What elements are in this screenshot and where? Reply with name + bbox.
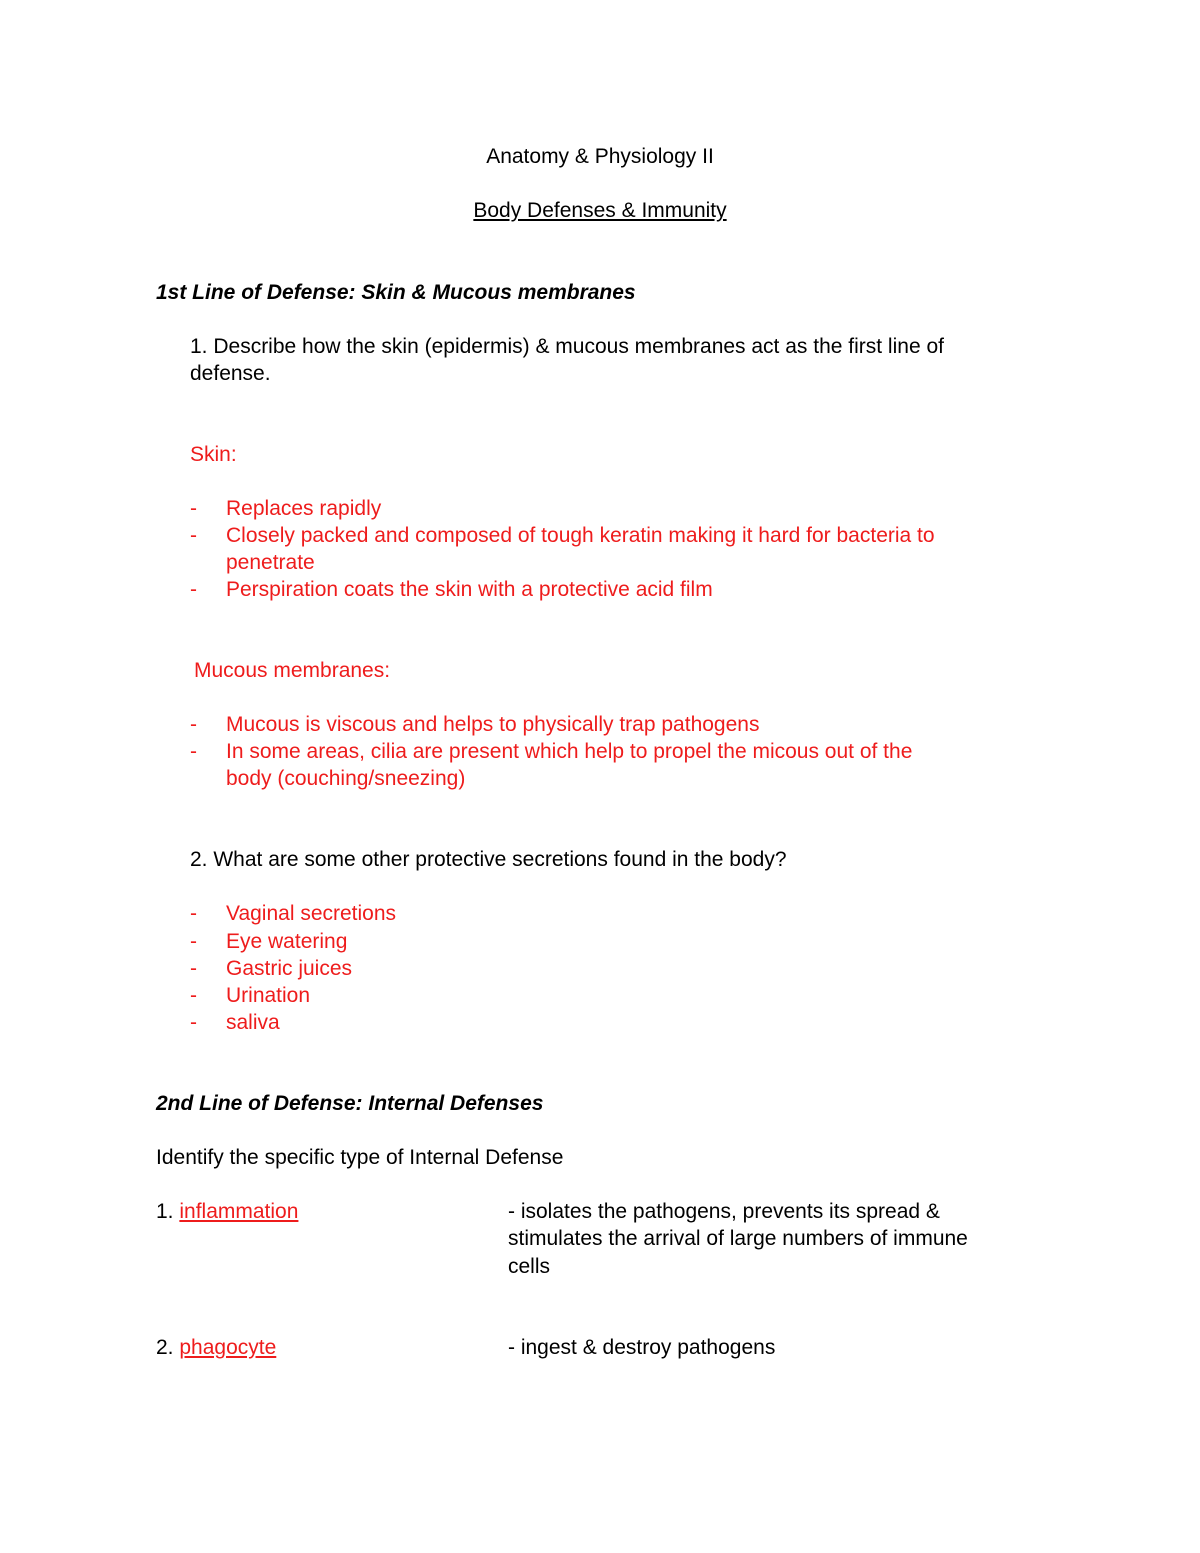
item-answer: phagocyte: [179, 1336, 277, 1359]
unit-title-text: Body Defenses & Immunity: [473, 199, 727, 222]
bullet-text: Gastric juices: [226, 957, 353, 980]
item-number: 1.: [156, 1200, 174, 1223]
q2-text: 2. What are some other protective secretions found in the body?: [190, 848, 787, 871]
mucous-label: Mucous membranes:: [194, 659, 391, 682]
unit-title: [0, 197, 1200, 224]
section1-heading: 1st Line of Defense: Skin & Mucous membranes: [156, 281, 636, 304]
section2-instruction: Identify the specific type of Internal Defense: [156, 1146, 564, 1169]
defense-item-1-desc-line3: cells: [508, 1255, 551, 1278]
bullet-text: Mucous is viscous and helps to physically trap pathogens: [226, 713, 760, 736]
bullet-dash: -: [190, 740, 197, 763]
item-answer: inflammation: [179, 1200, 299, 1223]
defense-item-1-desc-line2: stimulates the arrival of large numbers of immune: [508, 1227, 968, 1250]
bullet-dash: -: [190, 1011, 197, 1034]
bullet-text-continued: body (couching/sneezing): [226, 767, 466, 790]
defense-item-1-desc-line1: - isolates the pathogens, prevents its spread &: [508, 1200, 940, 1223]
defense-item-2: [156, 1334, 276, 1361]
bullet-text: Vaginal secretions: [226, 902, 397, 925]
bullet-dash: -: [190, 524, 197, 547]
bullet-text: Closely packed and composed of tough keratin making it hard for bacteria to: [226, 524, 935, 547]
bullet-dash: -: [190, 578, 197, 601]
bullet-dash: -: [190, 902, 197, 925]
bullet-text: Urination: [226, 984, 311, 1007]
bullet-text: saliva: [226, 1011, 280, 1034]
defense-item-2-desc-line1: - ingest & destroy pathogens: [508, 1336, 776, 1359]
bullet-dash: -: [190, 984, 197, 1007]
bullet-dash: -: [190, 957, 197, 980]
course-title: Anatomy & Physiology II: [486, 145, 714, 168]
defense-item-1: [156, 1198, 298, 1225]
bullet-text: Replaces rapidly: [226, 497, 382, 520]
skin-label: Skin:: [190, 443, 237, 466]
q1-line2: defense.: [190, 362, 271, 385]
bullet-dash: -: [190, 930, 197, 953]
bullet-text-continued: penetrate: [226, 551, 315, 574]
bullet-text: Perspiration coats the skin with a protective acid film: [226, 578, 713, 601]
q1-line1: 1. Describe how the skin (epidermis) & mucous membranes act as the first line of: [190, 335, 944, 358]
bullet-dash: -: [190, 497, 197, 520]
bullet-text: In some areas, cilia are present which help to propel the micous out of the: [226, 740, 913, 763]
bullet-text: Eye watering: [226, 930, 348, 953]
item-number: 2.: [156, 1336, 174, 1359]
bullet-dash: -: [190, 713, 197, 736]
section2-heading: 2nd Line of Defense: Internal Defenses: [156, 1092, 544, 1115]
